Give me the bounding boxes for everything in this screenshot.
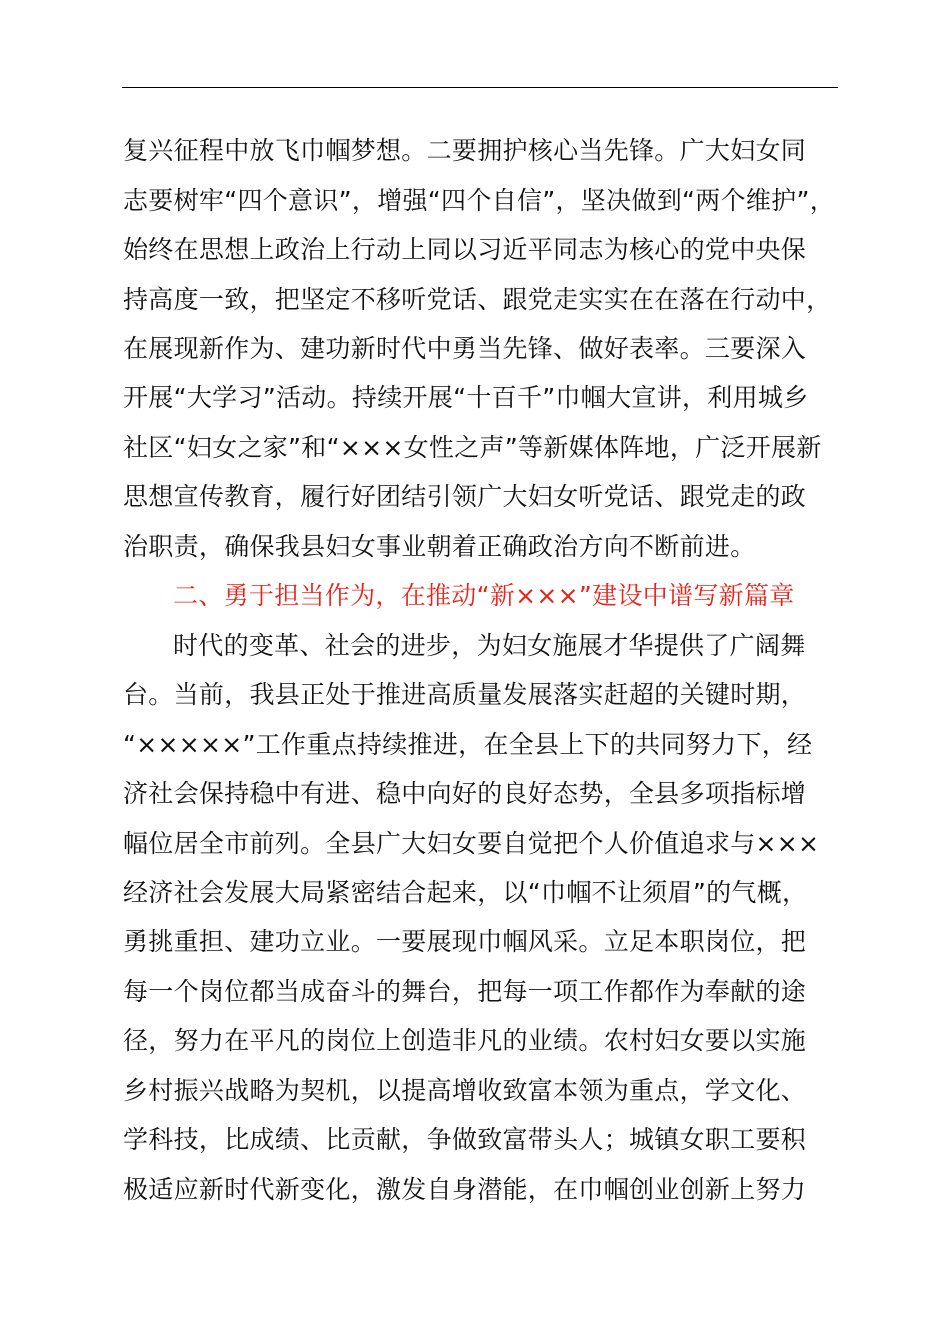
paragraph-line: 志要树牢“四个意识”，增强“四个自信”，坚决做到“两个维护”， (123, 186, 836, 215)
header-rule (122, 87, 838, 88)
paragraph-line: 复兴征程中放飞巾帼梦想。二要拥护核心当先锋。广大妇女同 (123, 136, 807, 165)
paragraph-line: 开展“大学习”活动。持续开展“十百千”巾帼大宣讲，利用城乡 (123, 383, 809, 412)
paragraph-line: 幅位居全市前列。全县广大妇女要自觉把个人价值追求与××× (123, 829, 820, 858)
paragraph-line: 径，努力在平凡的岗位上创造非凡的业绩。农村妇女要以实施 (123, 1026, 807, 1055)
paragraph-line: 学科技，比成绩、比贡献，争做致富带头人；城镇女职工要积 (123, 1125, 807, 1154)
paragraph-line: 乡村振兴战略为契机，以提高增收致富本领为重点，学文化、 (123, 1076, 807, 1105)
paragraph-line: 在展现新作为、建功新时代中勇当先锋、做好表率。三要深入 (123, 334, 807, 363)
paragraph-line: 时代的变革、社会的进步，为妇女施展才华提供了广阔舞 (173, 631, 806, 660)
paragraph-line: 勇挑重担、建功立业。一要展现巾帼风采。立足本职岗位，把 (123, 927, 807, 956)
paragraph-line: 极适应新时代新变化，激发自身潜能，在巾帼创业创新上努力 (123, 1175, 807, 1204)
paragraph-line: 始终在思想上政治上行动上同以习近平同志为核心的党中央保 (123, 235, 807, 264)
paragraph-line: 每一个岗位都当成奋斗的舞台，把每一项工作都作为奉献的途 (123, 977, 807, 1006)
paragraph-line: “×××××”工作重点持续推进，在全县上下的共同努力下，经 (123, 730, 813, 759)
section-heading: 二、勇于担当作为，在推动“新×××”建设中谱写新篇章 (173, 581, 795, 610)
paragraph-line: 济社会保持稳中有进、稳中向好的良好态势，全县多项指标增 (123, 779, 807, 808)
paragraph-line: 台。当前，我县正处于推进高质量发展落实赶超的关键时期， (123, 680, 807, 709)
paragraph-line: 经济社会发展大局紧密结合起来，以“巾帼不让须眉”的气概， (123, 878, 808, 907)
paragraph-line: 治职责，确保我县妇女事业朝着正确政治方向不断前进。 (123, 532, 756, 561)
paragraph-line: 持高度一致，把坚定不移听党话、跟党走实实在在落在行动中， (123, 285, 832, 314)
paragraph-line: 思想宣传教育，履行好团结引领广大妇女听党话、跟党走的政 (123, 482, 807, 511)
paragraph-line: 社区“妇女之家”和“×××女性之声”等新媒体阵地，广泛开展新 (123, 433, 822, 462)
